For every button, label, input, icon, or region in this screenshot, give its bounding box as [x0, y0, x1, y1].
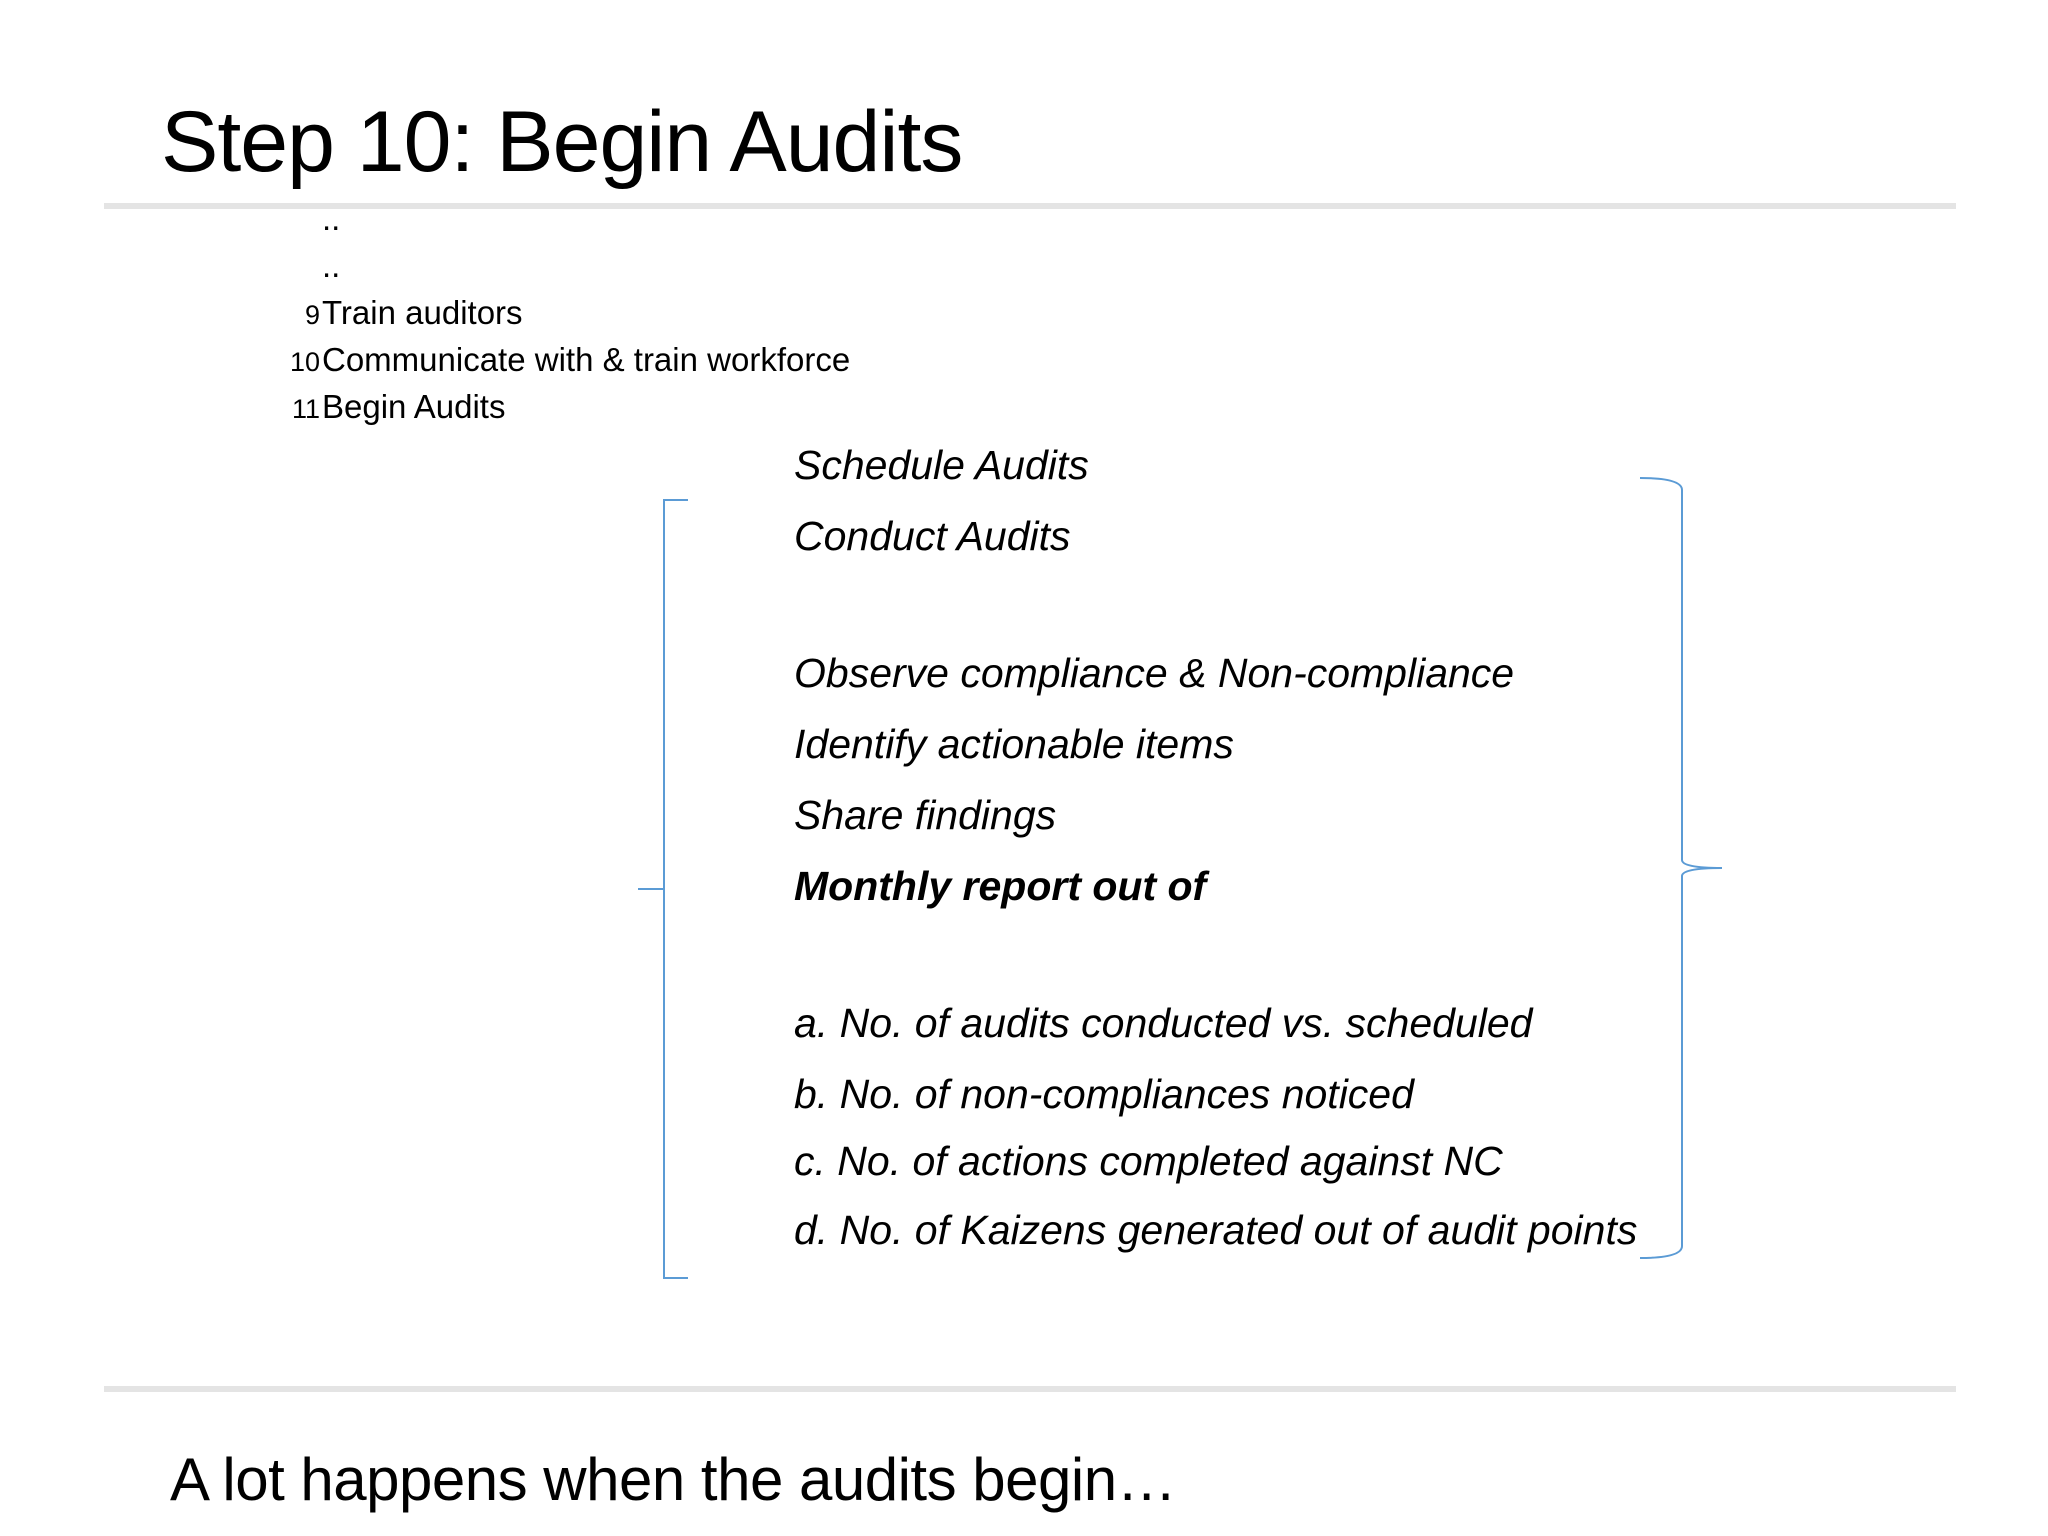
detail-conduct: Conduct Audits: [794, 513, 1071, 559]
slide-title: Step 10: Begin Audits: [161, 94, 963, 190]
step-text: ..: [322, 200, 341, 237]
left-bracket: [638, 500, 688, 1278]
detail-a: a. No. of audits conducted vs. scheduled: [794, 1000, 1533, 1046]
detail-share: Share findings: [794, 792, 1057, 838]
step-text: Communicate with & train workforce: [322, 341, 851, 378]
step-number: 11: [291, 394, 320, 424]
detail-b: b. No. of non-compliances noticed: [794, 1071, 1414, 1117]
detail-c: c. No. of actions completed against NC: [794, 1138, 1503, 1184]
step-text: Train auditors: [322, 294, 523, 331]
right-brace: [1640, 478, 1722, 1258]
step-number: 10: [289, 347, 320, 377]
detail-d: d. No. of Kaizens generated out of audit points: [794, 1207, 1638, 1253]
step-text: ..: [322, 247, 341, 284]
detail-observe: Observe compliance & Non-compliance: [794, 650, 1515, 696]
detail-monthly: Monthly report out of: [794, 863, 1207, 909]
detail-schedule: Schedule Audits: [794, 442, 1089, 488]
footer-caption: A lot happens when the audits begin…: [170, 1446, 1177, 1513]
detail-identify: Identify actionable items: [794, 721, 1234, 767]
footer-divider: [104, 1386, 1956, 1392]
step-text: Begin Audits: [322, 388, 506, 425]
step-number: 9: [304, 300, 320, 330]
